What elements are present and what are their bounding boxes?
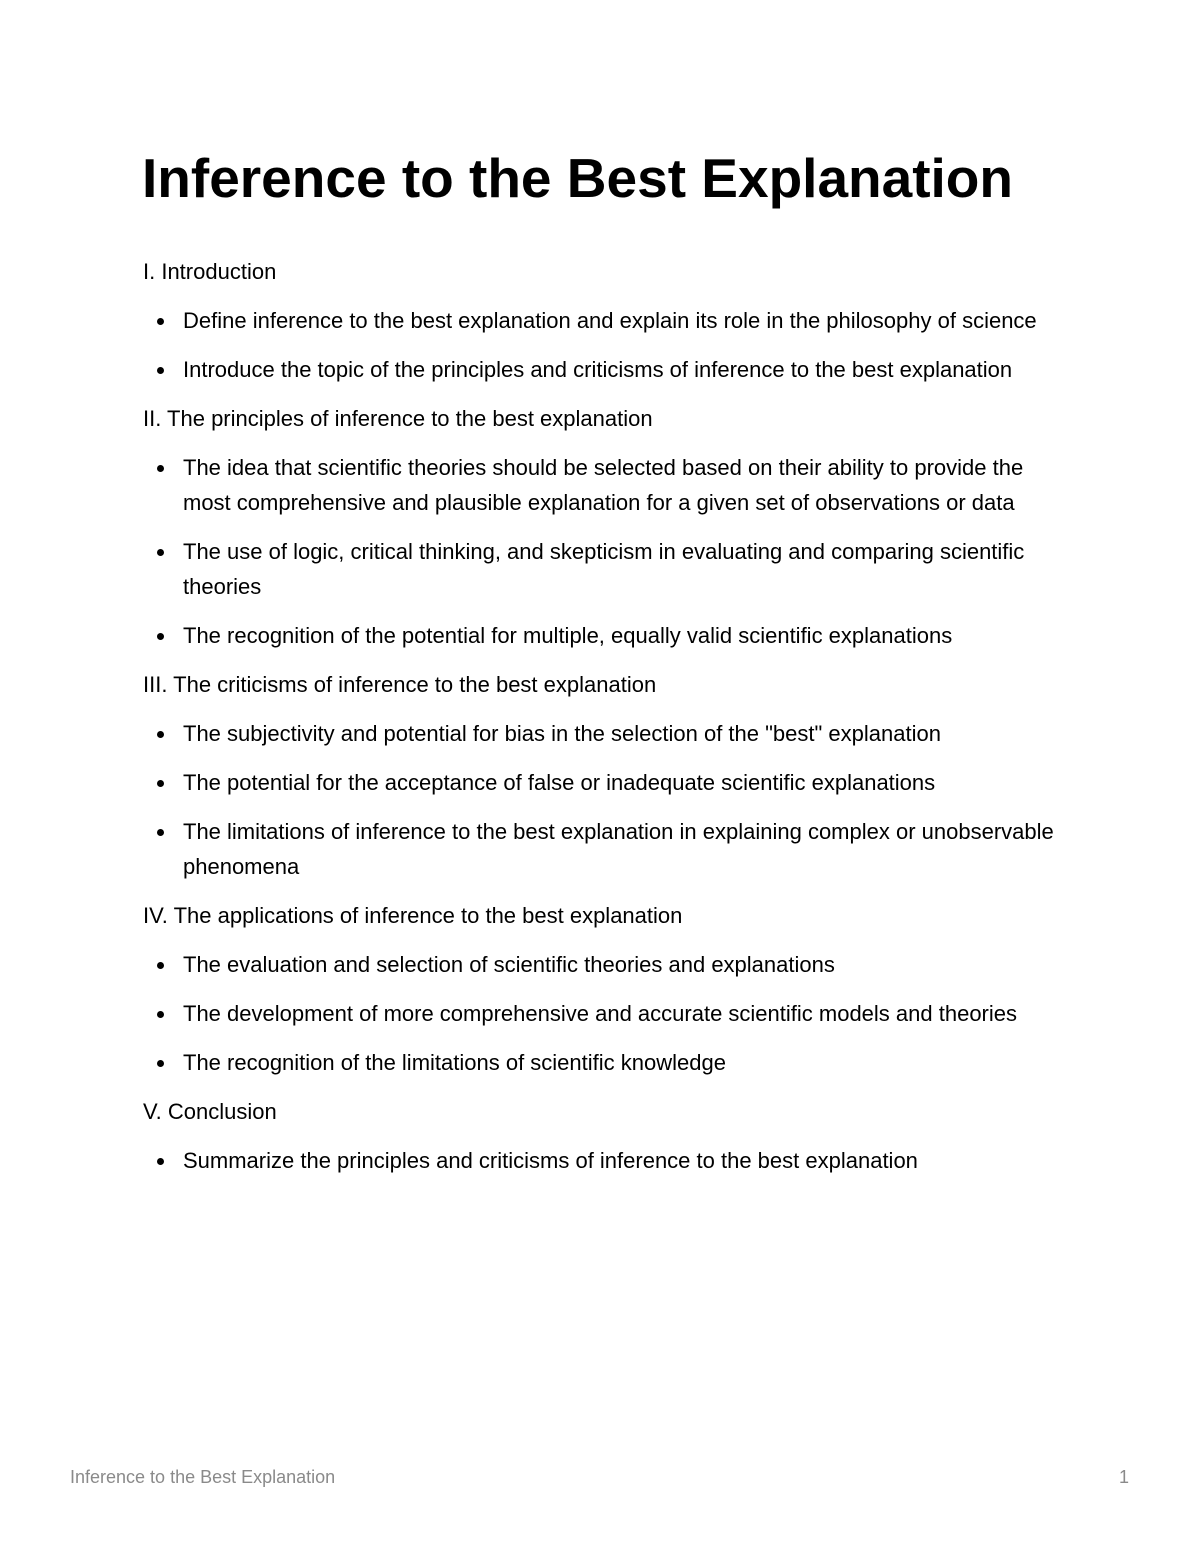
section-heading: I. Introduction <box>143 259 277 284</box>
bullet-item: The recognition of the potential for multiple, equally valid scientific explanations <box>143 618 1063 653</box>
section-heading: V. Conclusion <box>143 1099 277 1124</box>
bullet-item: The limitations of inference to the best explanation in explaining complex or unobservable phenomena <box>143 814 1063 884</box>
document-title: Inference to the Best Explanation <box>142 147 1014 209</box>
section-introduction <box>143 254 1063 387</box>
bullet-item: The recognition of the limitations of scientific knowledge <box>143 1045 1063 1080</box>
bullet-item: Summarize the principles and criticisms of inference to the best explanation <box>143 1143 1063 1178</box>
section-conclusion <box>143 1094 1063 1178</box>
bullet-list <box>143 947 1063 1080</box>
section-applications <box>143 898 1063 1080</box>
document-body <box>143 254 1063 1192</box>
section-heading: III. The criticisms of inference to the best explanation <box>143 672 657 697</box>
bullet-list <box>143 303 1063 387</box>
section-criticisms <box>143 667 1063 884</box>
bullet-list <box>143 450 1063 653</box>
section-principles <box>143 401 1063 653</box>
bullet-item: The potential for the acceptance of false or inadequate scientific explanations <box>143 765 1063 800</box>
bullet-item: Introduce the topic of the principles and criticisms of inference to the best explanation <box>143 352 1063 387</box>
bullet-list <box>143 1143 1063 1178</box>
section-heading: II. The principles of inference to the best explanation <box>143 406 653 431</box>
bullet-item: The evaluation and selection of scientific theories and explanations <box>143 947 1063 982</box>
bullet-item: Define inference to the best explanation and explain its role in the philosophy of science <box>143 303 1063 338</box>
bullet-list <box>143 716 1063 884</box>
footer-document-title: Inference to the Best Explanation <box>70 1467 336 1487</box>
bullet-item: The development of more comprehensive and accurate scientific models and theories <box>143 996 1063 1031</box>
bullet-item: The subjectivity and potential for bias in the selection of the "best" explanation <box>143 716 1063 751</box>
section-heading: IV. The applications of inference to the best explanation <box>143 903 683 928</box>
footer-page-number: 1 <box>1118 1467 1129 1487</box>
bullet-item: The idea that scientific theories should be selected based on their ability to provide the most comprehensive and plausible explanation for a given set of observations or data <box>143 450 1063 520</box>
bullet-item: The use of logic, critical thinking, and skepticism in evaluating and comparing scientific theories <box>143 534 1063 604</box>
